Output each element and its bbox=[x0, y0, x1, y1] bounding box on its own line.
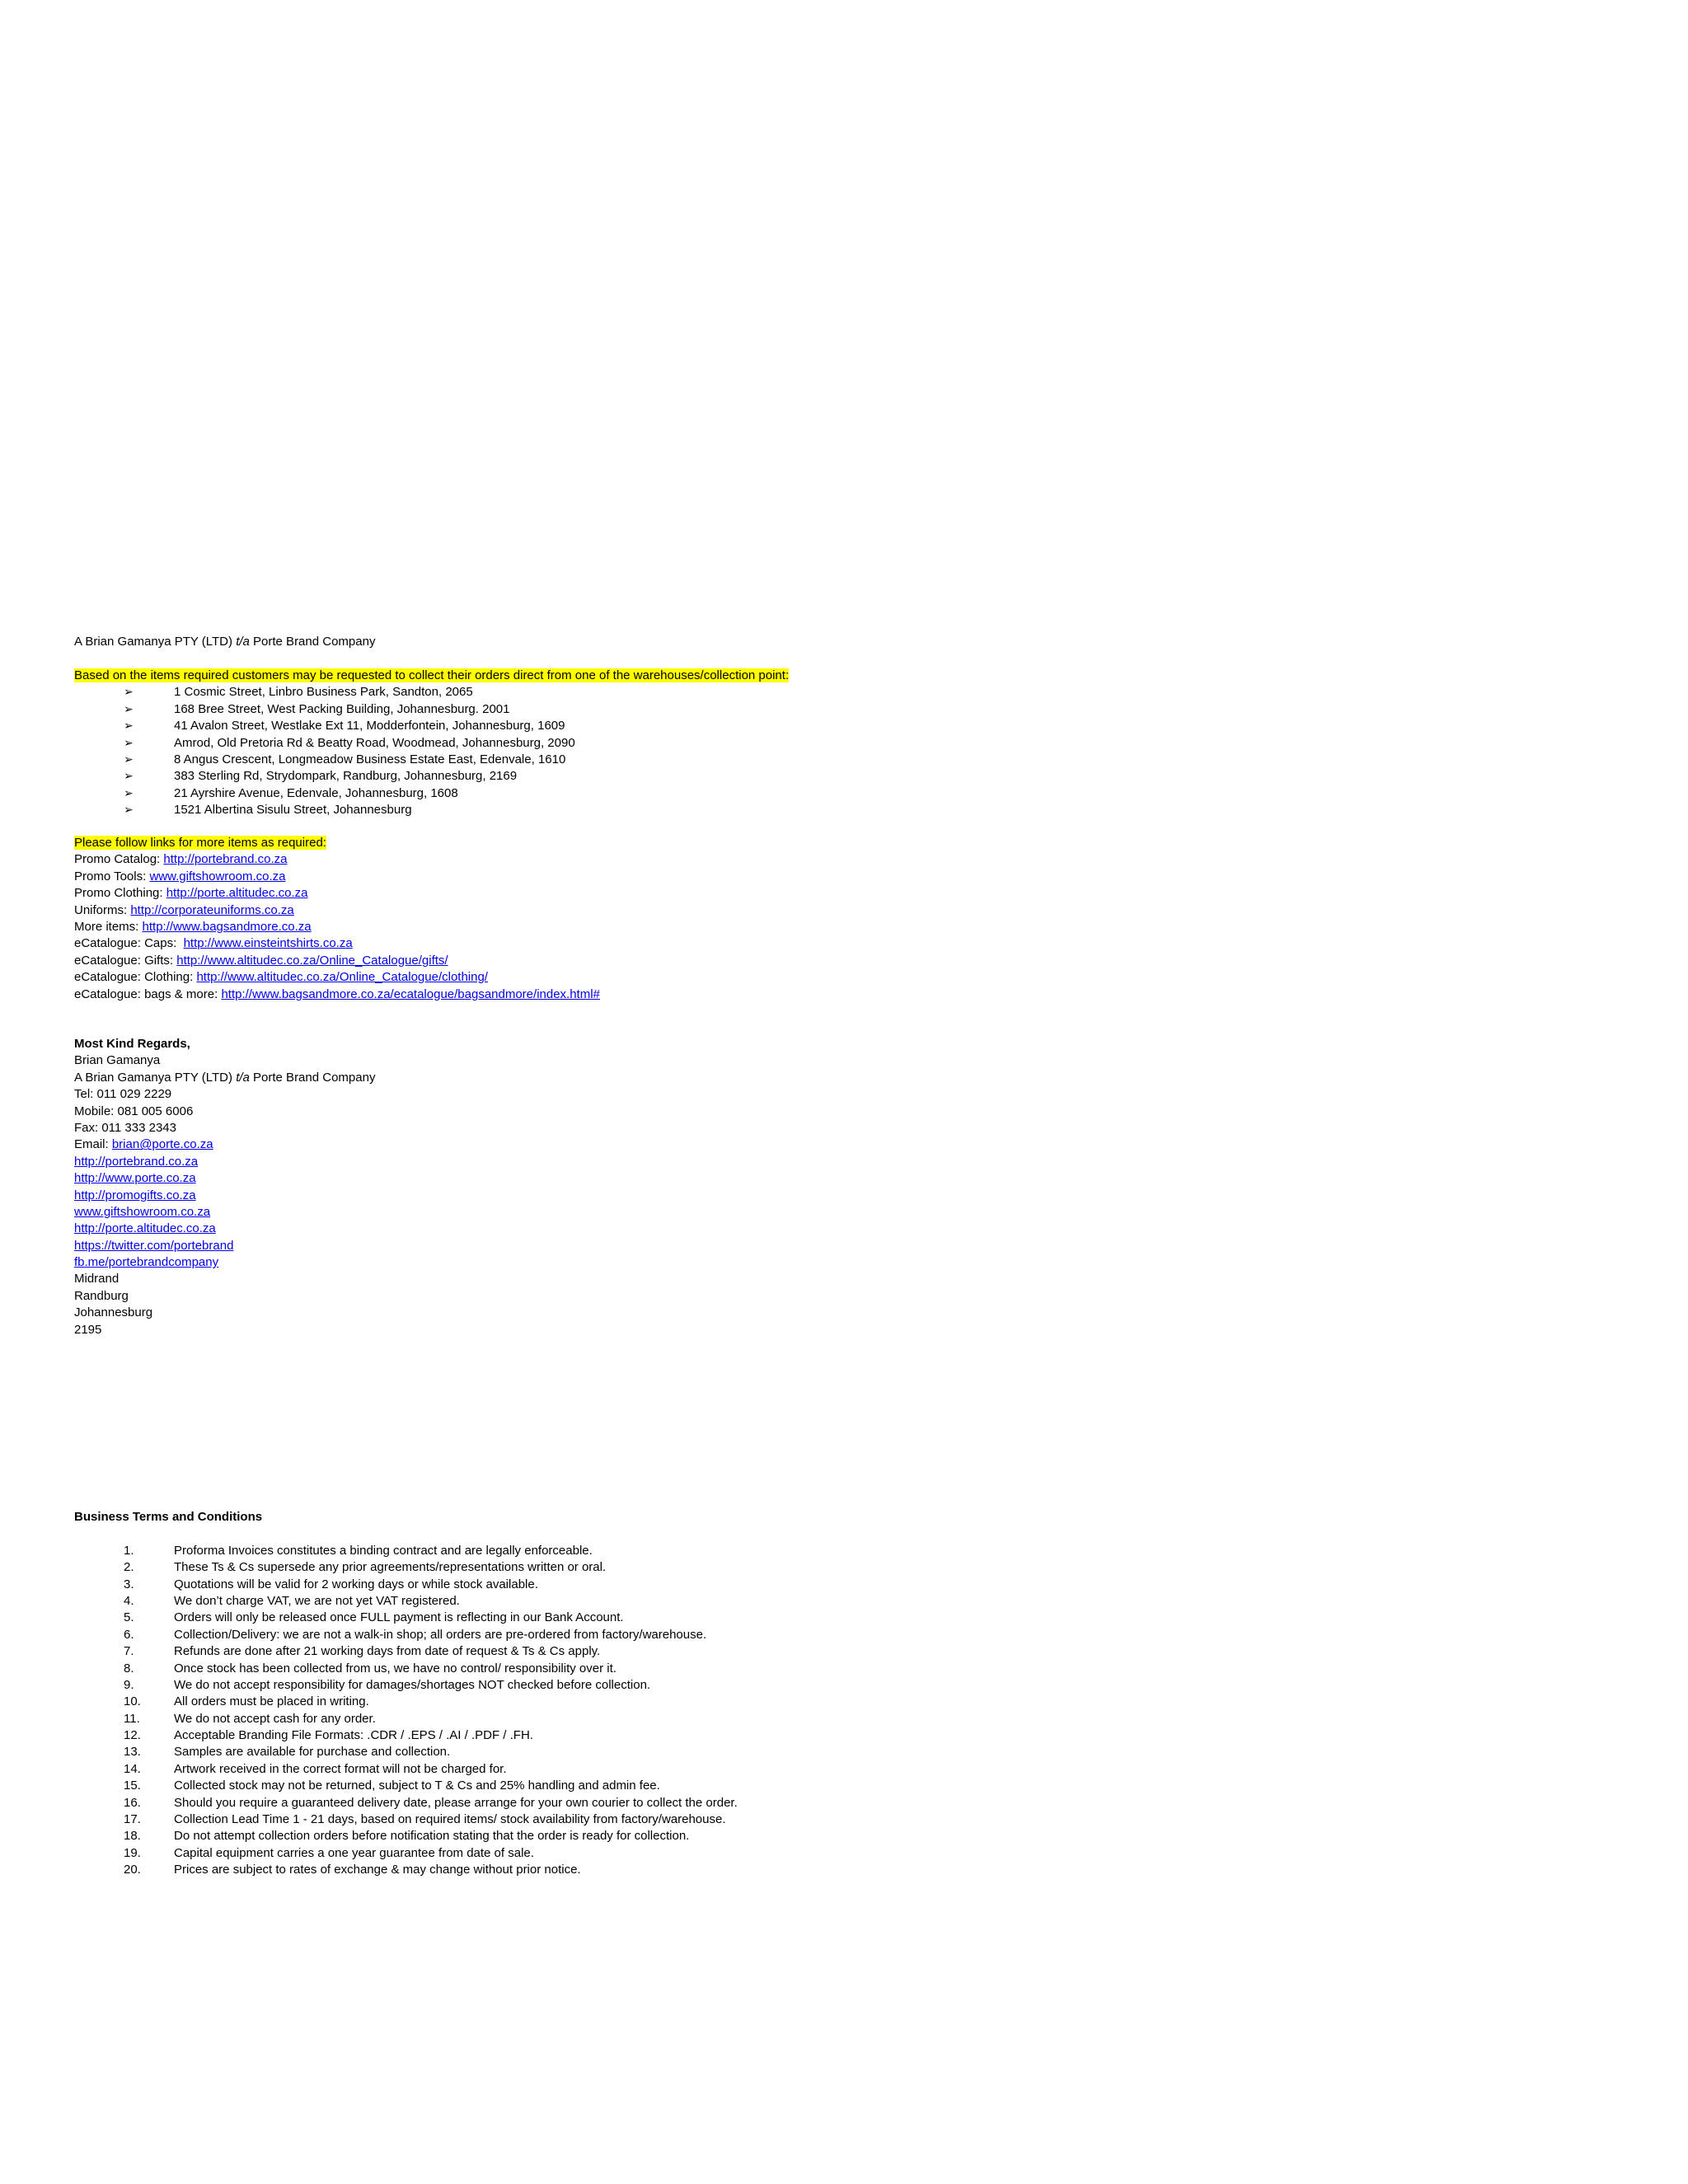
arrow-bullet-icon: ➢ bbox=[124, 786, 134, 800]
list-item: 7. Refunds are done after 21 working days from date of request & Ts & Cs apply. bbox=[124, 1644, 601, 1659]
signature-web-row bbox=[74, 1188, 1311, 1204]
list-item: 4. We don’t charge VAT, we are not yet VAT registered. bbox=[124, 1593, 460, 1608]
link-ecatalogue-gifts[interactable]: http://www.altitudec.co.za/Online_Catalogue/gifts/ bbox=[176, 953, 448, 968]
signature-email-row: Email: brian@porte.co.za bbox=[74, 1137, 213, 1152]
list-item: 17. Collection Lead Time 1 - 21 days, based on required items/ stock availability from factory/warehouse. bbox=[124, 1812, 726, 1827]
collection-intro: Based on the items required customers may be requested to collect their orders direct from one of the warehouses/collection point: bbox=[74, 668, 790, 682]
list-item: 14. Artwork received in the correct format will not be charged for. bbox=[124, 1761, 507, 1776]
link-promo-clothing[interactable]: http://porte.altitudec.co.za bbox=[166, 886, 308, 901]
link-row-promo-tools: Promo Tools: www.giftshowroom.co.za bbox=[74, 869, 286, 883]
list-item: 15. Collected stock may not be returned, subject to T & Cs and 25% handling and admin fee. bbox=[124, 1779, 660, 1793]
signature-name: Brian Gamanya bbox=[74, 1053, 161, 1068]
list-item: 16. Should you require a guaranteed delivery date, please arrange for your own courier to collect the order. bbox=[124, 1795, 738, 1810]
link-ecatalogue-bags[interactable]: http://www.bagsandmore.co.za/ecatalogue/bagsandmore/index.html# bbox=[221, 987, 600, 1001]
links-intro: Please follow links for more items as required: bbox=[74, 836, 326, 850]
list-item: ➢ 41 Avalon Street, Westlake Ext 11, Modderfontein, Johannesburg, 1609 bbox=[74, 718, 1311, 734]
arrow-bullet-icon: ➢ bbox=[124, 702, 134, 716]
list-item: 6. Collection/Delivery: we are not a walk-in shop; all orders are pre-ordered from factory/warehouse. bbox=[124, 1627, 707, 1642]
signature-email-link[interactable]: brian@porte.co.za bbox=[111, 1137, 213, 1152]
arrow-bullet-icon: ➢ bbox=[124, 686, 134, 700]
link-row-ecatalogue-clothing: eCatalogue: Clothing: http://www.altitudec.co.za/Online_Catalogue/clothing/ bbox=[74, 970, 488, 985]
company-name-suffix: Porte Brand Company bbox=[249, 635, 376, 649]
list-item: ➢ 168 Bree Street, West Packing Building, Johannesburg. 2001 bbox=[74, 701, 1311, 718]
list-item: 1. Proforma Invoices constitutes a binding contract and are legally enforceable. bbox=[124, 1543, 593, 1558]
link-more-items[interactable]: http://www.bagsandmore.co.za bbox=[142, 919, 312, 934]
link-row-ecatalogue-gifts: eCatalogue: Gifts: http://www.altitudec.co.za/Online_Catalogue/gifts/ bbox=[74, 953, 448, 968]
signature-link-facebook[interactable]: fb.me/portebrandcompany bbox=[74, 1255, 219, 1270]
list-item: 2. These Ts & Cs supersede any prior agreements/representations written or oral. bbox=[124, 1560, 607, 1575]
terms-list bbox=[74, 1543, 1311, 1879]
arrow-bullet-icon: ➢ bbox=[124, 736, 134, 750]
list-item: ➢ 21 Ayrshire Avenue, Edenvale, Johannesburg, 1608 bbox=[74, 785, 1311, 802]
link-row-uniforms: Uniforms: http://corporateuniforms.co.za bbox=[74, 902, 294, 917]
signature-section bbox=[74, 1036, 1311, 1338]
link-row-ecatalogue-caps: eCatalogue: Caps: http://www.einsteintshirts.co.za bbox=[74, 936, 353, 951]
signature-web-row bbox=[74, 1154, 1311, 1170]
collection-address-list bbox=[74, 684, 1311, 818]
arrow-bullet-icon: ➢ bbox=[124, 719, 134, 733]
list-item: 5. Orders will only be released once FULL payment is reflecting in our Bank Account. bbox=[124, 1610, 624, 1625]
signature-link-altitudec[interactable]: http://porte.altitudec.co.za bbox=[74, 1221, 216, 1236]
signature-address-line: Johannesburg bbox=[74, 1305, 153, 1320]
collection-section bbox=[74, 668, 1311, 819]
signature-link-giftshowroom[interactable]: www.giftshowroom.co.za bbox=[74, 1204, 211, 1219]
link-row-more-items: More items: http://www.bagsandmore.co.za bbox=[74, 919, 312, 934]
list-item: ➢ 383 Sterling Rd, Strydompark, Randburg, Johannesburg, 2169 bbox=[74, 768, 1311, 785]
signature-link-portebrand[interactable]: http://portebrand.co.za bbox=[74, 1154, 199, 1169]
links-intro-line bbox=[74, 835, 1311, 851]
list-item: 19. Capital equipment carries a one year guarantee from date of sale. bbox=[124, 1845, 534, 1860]
link-promo-catalog[interactable]: http://portebrand.co.za bbox=[163, 852, 288, 867]
signature-regards: Most Kind Regards, bbox=[74, 1037, 190, 1051]
list-item: 11. We do not accept cash for any order. bbox=[124, 1711, 376, 1726]
signature-link-porte[interactable]: http://www.porte.co.za bbox=[74, 1171, 196, 1186]
signature-web-row bbox=[74, 1238, 1311, 1254]
company-header bbox=[74, 634, 1311, 650]
list-item: ➢ 1 Cosmic Street, Linbro Business Park, Sandton, 2065 bbox=[74, 684, 1311, 701]
signature-web-row bbox=[74, 1221, 1311, 1237]
signature-mobile: Mobile: 081 005 6006 bbox=[74, 1104, 194, 1118]
list-item: 13. Samples are available for purchase and collection. bbox=[124, 1745, 451, 1760]
arrow-bullet-icon: ➢ bbox=[124, 770, 134, 784]
list-item: 3. Quotations will be valid for 2 working days or while stock available. bbox=[124, 1577, 538, 1591]
signature-web-row bbox=[74, 1254, 1311, 1271]
link-row-promo-clothing: Promo Clothing: http://porte.altitudec.co.za bbox=[74, 886, 308, 901]
list-item: 18. Do not attempt collection orders before notification stating that the order is ready for collection. bbox=[124, 1829, 690, 1844]
link-uniforms[interactable]: http://corporateuniforms.co.za bbox=[130, 902, 294, 917]
links-section bbox=[74, 835, 1311, 1003]
signature-address-line: 2195 bbox=[74, 1322, 102, 1337]
signature-company: A Brian Gamanya PTY (LTD) t/a Porte Brand Company bbox=[74, 1070, 376, 1085]
link-row-ecatalogue-bags: eCatalogue: bags & more: http://www.bagsandmore.co.za/ecatalogue/bagsandmore/index.html# bbox=[74, 987, 600, 1001]
list-item: ➢ Amrod, Old Pretoria Rd & Beatty Road, Woodmead, Johannesburg, 2090 bbox=[74, 735, 1311, 752]
arrow-bullet-icon: ➢ bbox=[124, 752, 134, 766]
link-row-promo-catalog: Promo Catalog: http://portebrand.co.za bbox=[74, 852, 288, 867]
signature-link-twitter[interactable]: https://twitter.com/portebrand bbox=[74, 1238, 234, 1253]
company-name-prefix: A Brian Gamanya PTY (LTD) bbox=[74, 635, 237, 649]
link-ecatalogue-caps[interactable]: http://www.einsteintshirts.co.za bbox=[183, 936, 353, 951]
list-item: 9. We do not accept responsibility for damages/shortages NOT checked before collection. bbox=[124, 1677, 651, 1692]
signature-address-line: Randburg bbox=[74, 1288, 129, 1303]
signature-fax: Fax: 011 333 2343 bbox=[74, 1120, 176, 1135]
list-item: 8. Once stock has been collected from us, we have no control/ responsibility over it. bbox=[124, 1661, 617, 1675]
link-ecatalogue-clothing[interactable]: http://www.altitudec.co.za/Online_Catalogue/clothing/ bbox=[196, 970, 488, 985]
list-item: ➢ 8 Angus Crescent, Longmeadow Business Estate East, Edenvale, 1610 bbox=[74, 752, 1311, 768]
list-item: 20. Prices are subject to rates of exchange & may change without prior notice. bbox=[124, 1863, 581, 1877]
signature-tel: Tel: 011 029 2229 bbox=[74, 1087, 172, 1102]
list-item: ➢ 1521 Albertina Sisulu Street, Johannesburg bbox=[74, 802, 1311, 818]
link-promo-tools[interactable]: www.giftshowroom.co.za bbox=[149, 869, 286, 883]
company-ta: t/a bbox=[236, 635, 250, 649]
signature-address-line: Midrand bbox=[74, 1272, 120, 1286]
arrow-bullet-icon: ➢ bbox=[124, 804, 134, 818]
signature-web-row bbox=[74, 1170, 1311, 1187]
signature-web-row bbox=[74, 1204, 1311, 1221]
company-name-line bbox=[74, 634, 1311, 650]
list-item: 10. All orders must be placed in writing. bbox=[124, 1694, 369, 1709]
signature-link-promogifts[interactable]: http://promogifts.co.za bbox=[74, 1188, 196, 1202]
terms-title: Business Terms and Conditions bbox=[74, 1510, 263, 1524]
terms-section bbox=[74, 1509, 1311, 1879]
list-item: 12. Acceptable Branding File Formats: .CDR / .EPS / .AI / .PDF / .FH. bbox=[124, 1728, 533, 1743]
collection-intro-line bbox=[74, 668, 1311, 684]
